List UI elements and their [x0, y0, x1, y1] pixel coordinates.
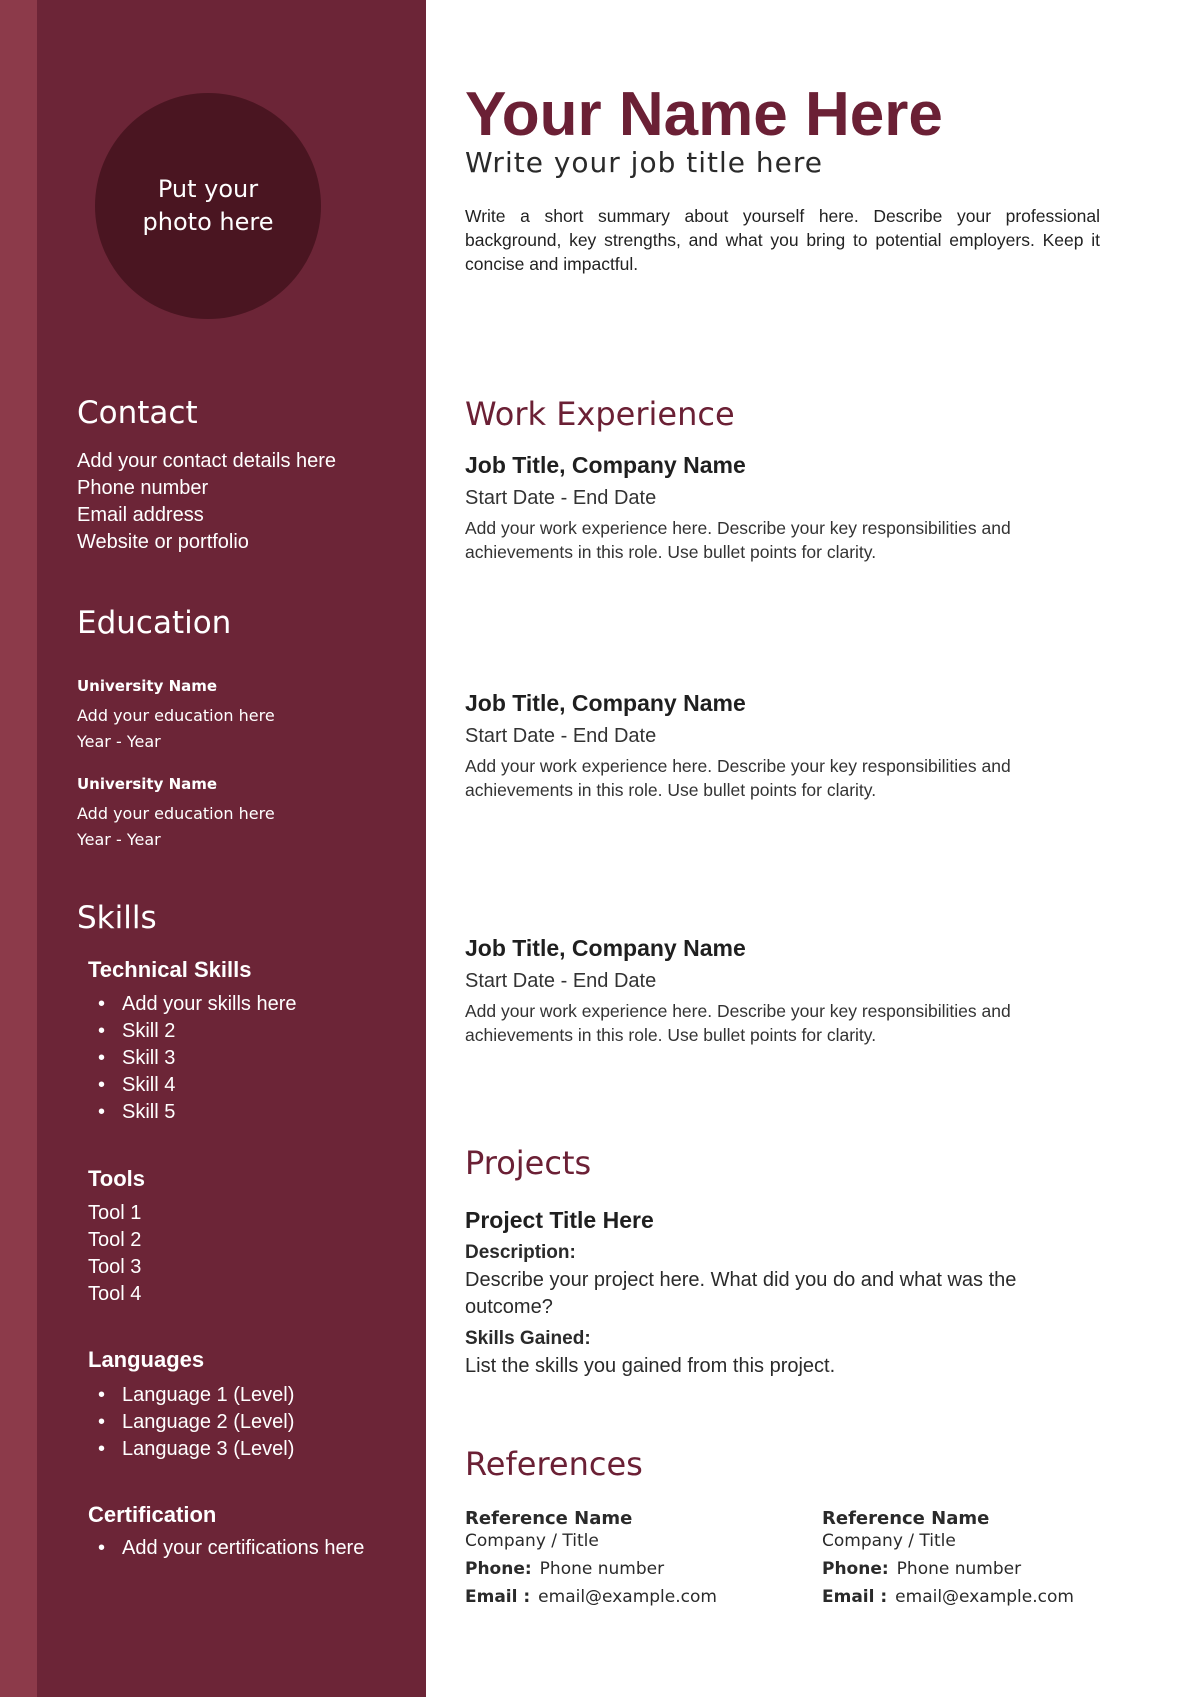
education-item: [77, 676, 275, 755]
technical-skills-list: [88, 991, 297, 1126]
job-dates: Start Date - End Date: [465, 487, 657, 509]
contact-lines: [77, 448, 336, 556]
work-experience-heading: Work Experience: [465, 395, 735, 433]
technical-skills-heading: Technical Skills: [88, 957, 252, 982]
job-title: Job Title, Company Name: [465, 690, 746, 716]
job-title: Job Title, Company Name: [465, 935, 746, 961]
skill-item: • Skill 3: [88, 1045, 297, 1072]
job-title: Job Title, Company Name: [465, 452, 746, 478]
certification-list: [88, 1535, 364, 1562]
tool-item: Tool 3: [88, 1256, 142, 1278]
reference-phone: [465, 1555, 717, 1583]
skill-item: • Skill 5: [88, 1099, 297, 1126]
reference-email: [465, 1583, 717, 1611]
phone-label: Phone:: [465, 1559, 532, 1579]
phone-label: Phone:: [822, 1559, 889, 1579]
website-line: Website or portfolio: [77, 531, 249, 553]
tool-item: Tool 1: [88, 1202, 142, 1224]
email-value[interactable]: email@example.com: [538, 1587, 717, 1607]
contact-heading: Contact: [77, 395, 198, 431]
email-label: Email :: [822, 1587, 888, 1607]
job-dates: Start Date - End Date: [465, 970, 657, 992]
reference-name: Reference Name: [465, 1508, 633, 1529]
university-name: University Name: [77, 775, 218, 793]
tool-item: Tool 2: [88, 1229, 142, 1251]
description-label: Description:: [465, 1242, 576, 1263]
language-item: • Language 3 (Level): [88, 1436, 294, 1463]
education-heading: Education: [77, 605, 232, 641]
reference-entry: [822, 1508, 1074, 1611]
languages-list: [88, 1382, 294, 1463]
photo-placeholder-text: Put your photo here: [142, 175, 274, 236]
skill-item: • Skill 4: [88, 1072, 297, 1099]
education-years: Year - Year: [77, 830, 161, 849]
photo-placeholder[interactable]: [95, 93, 321, 319]
reference-company: Company / Title: [822, 1531, 956, 1551]
reference-phone: [822, 1555, 1074, 1583]
references-heading: References: [465, 1445, 643, 1483]
project-entry: [465, 1205, 1103, 1380]
phone-line: Phone number: [77, 477, 209, 499]
language-item: • Language 2 (Level): [88, 1409, 294, 1436]
project-title: Project Title Here: [465, 1207, 654, 1233]
projects-heading: Projects: [465, 1144, 592, 1182]
job-description: Add your work experience here. Describe your key responsibilities and achievements in this role. Use bullet points for clarity.: [465, 1001, 1011, 1045]
skills-heading: Skills: [77, 900, 157, 936]
phone-value: Phone number: [896, 1559, 1022, 1579]
reference-company: Company / Title: [465, 1531, 599, 1551]
education-detail: Add your education here: [77, 706, 275, 725]
email-line: Email address: [77, 504, 204, 526]
candidate-job-title: Write your job title here: [465, 146, 824, 179]
tools-list: [88, 1200, 141, 1308]
tools-heading: Tools: [88, 1166, 146, 1191]
job-description: Add your work experience here. Describe your key responsibilities and achievements in this role. Use bullet points for clarity.: [465, 518, 1011, 562]
certification-item: • Add your certifications here: [88, 1535, 364, 1562]
summary: Write a short summary about yourself here. Describe your professional background, key strengths, and what you bring to potential employers. Keep it concise and impactful.: [465, 206, 1100, 274]
job-entry: [465, 933, 1103, 1047]
education-item: [77, 774, 275, 853]
candidate-name: Your Name Here: [465, 80, 943, 149]
job-description: Add your work experience here. Describe your key responsibilities and achievements in this role. Use bullet points for clarity.: [465, 756, 1011, 800]
sidebar: [37, 0, 426, 1697]
language-item: • Language 1 (Level): [88, 1382, 294, 1409]
job-entry: [465, 688, 1103, 802]
education-detail: Add your education here: [77, 804, 275, 823]
email-value[interactable]: email@example.com: [895, 1587, 1074, 1607]
job-dates: Start Date - End Date: [465, 725, 657, 747]
education-years: Year - Year: [77, 732, 161, 751]
contact-line: Add your contact details here: [77, 450, 337, 472]
accent-strip: [0, 0, 37, 1697]
reference-email: [822, 1583, 1074, 1611]
certification-heading: Certification: [88, 1502, 217, 1527]
main-content: [465, 0, 1103, 1697]
project-description: Describe your project here. What did you do and what was the outcome?: [465, 1269, 1017, 1318]
project-skills: List the skills you gained from this project.: [465, 1355, 836, 1377]
tool-item: Tool 4: [88, 1283, 142, 1305]
job-entry: [465, 450, 1103, 564]
university-name: University Name: [77, 677, 218, 695]
email-label: Email :: [465, 1587, 531, 1607]
languages-heading: Languages: [88, 1347, 205, 1372]
skill-item: • Add your skills here: [88, 991, 297, 1018]
skills-gained-label: Skills Gained:: [465, 1328, 591, 1349]
phone-value: Phone number: [539, 1559, 665, 1579]
reference-name: Reference Name: [822, 1508, 990, 1529]
reference-entry: [465, 1508, 717, 1611]
skill-item: • Skill 2: [88, 1018, 297, 1045]
